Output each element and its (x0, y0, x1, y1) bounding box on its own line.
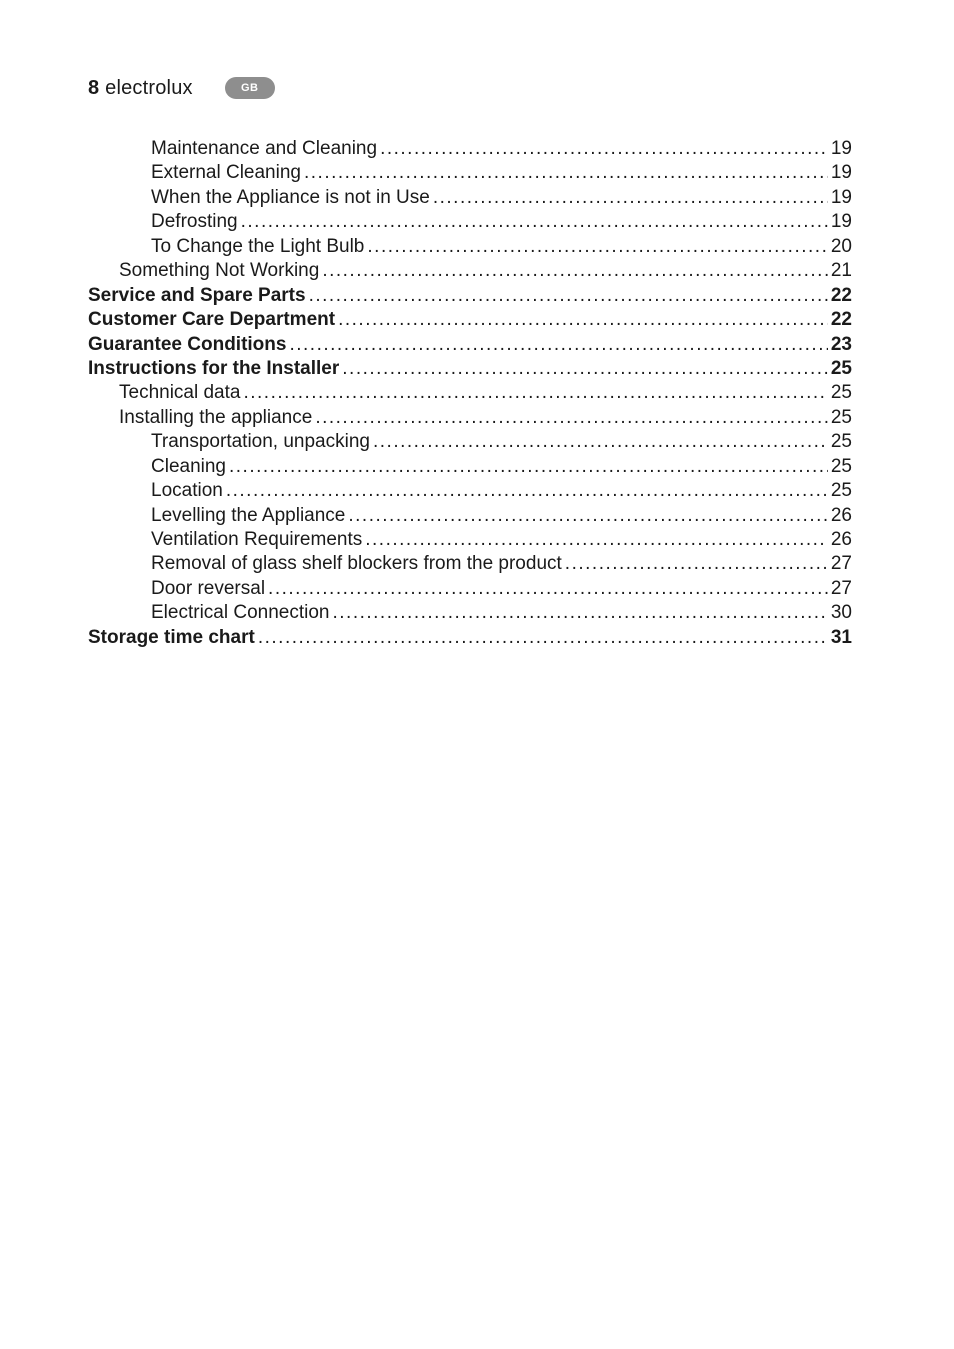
toc-entry-page: 20 (830, 235, 852, 257)
toc-entry-page: 26 (830, 504, 852, 526)
toc-entry-page: 25 (830, 431, 852, 453)
toc-entry-title: Installing the appliance (119, 406, 313, 428)
toc-entry (88, 406, 852, 430)
toc-entry-title: When the Appliance is not in Use (151, 186, 430, 208)
toc-entry-title: To Change the Light Bulb (151, 235, 365, 257)
toc-entry-page: 25 (830, 480, 852, 502)
toc-dot-leader (338, 308, 828, 332)
toc-entry (88, 137, 852, 161)
toc-entry (88, 626, 852, 650)
toc-entry (88, 259, 852, 283)
toc-entry (88, 381, 852, 405)
toc-dot-leader (309, 284, 828, 308)
toc-entry (88, 455, 852, 479)
toc-entry-page: 19 (830, 186, 852, 208)
toc-entry-title: Electrical Connection (151, 602, 330, 624)
toc-dot-leader (258, 626, 828, 650)
toc-entry-title: Location (151, 480, 223, 502)
toc-entry-title: Door reversal (151, 577, 266, 599)
toc-entry-title: Maintenance and Cleaning (151, 138, 378, 159)
page-number: 8 (88, 76, 100, 99)
toc-entry-page: 22 (830, 284, 852, 306)
toc-entry (88, 210, 852, 234)
toc-dot-leader (373, 430, 828, 454)
toc-dot-leader (348, 504, 827, 528)
toc-entry (88, 333, 852, 357)
toc-dot-leader (365, 528, 828, 552)
toc-entry-page: 30 (830, 602, 852, 624)
toc-entry-page: 19 (830, 162, 852, 184)
toc-entry-page: 26 (830, 529, 852, 550)
page-header (88, 74, 275, 102)
toc-entry (88, 186, 852, 210)
brand-name: electrolux (105, 76, 193, 99)
toc-entry (88, 235, 852, 259)
toc-dot-leader (342, 357, 828, 381)
toc-entry-page: 25 (830, 406, 852, 428)
toc-entry-title: External Cleaning (151, 162, 301, 184)
toc-dot-leader (322, 259, 828, 283)
toc-entry (88, 577, 852, 601)
toc-entry (88, 528, 852, 552)
toc-dot-leader (565, 552, 828, 576)
toc-entry (88, 479, 852, 503)
toc-entry-page: 25 (830, 455, 852, 477)
toc-dot-leader (367, 235, 827, 259)
toc-dot-leader (241, 210, 828, 234)
toc-entry-page: 27 (830, 553, 852, 575)
toc-dot-leader (229, 455, 828, 479)
toc-entry-page: 21 (830, 260, 852, 282)
toc-entry-page: 19 (830, 211, 852, 233)
table-of-contents (88, 137, 852, 650)
toc-entry-title: Transportation, unpacking (151, 431, 370, 453)
toc-entry (88, 430, 852, 454)
language-badge: GB (225, 77, 275, 99)
toc-entry-title: Levelling the Appliance (151, 504, 346, 526)
toc-entry-title: Removal of glass shelf blockers from the product (151, 553, 562, 575)
toc-entry-title: Cleaning (151, 455, 226, 477)
toc-entry-title: Ventilation Requirements (151, 529, 363, 550)
toc-entry (88, 357, 852, 381)
toc-entry (88, 308, 852, 332)
toc-dot-leader (304, 161, 828, 185)
toc-entry-title: Defrosting (151, 211, 238, 233)
toc-dot-leader (315, 406, 828, 430)
toc-entry (88, 284, 852, 308)
toc-entry-title: Technical data (119, 382, 241, 404)
toc-entry-title: Instructions for the Installer (88, 357, 340, 379)
toc-entry (88, 601, 852, 625)
toc-entry-page: 19 (830, 138, 852, 159)
toc-dot-leader (289, 333, 827, 357)
toc-dot-leader (226, 479, 828, 503)
toc-dot-leader (243, 381, 827, 405)
toc-entry-title: Storage time chart (88, 626, 255, 648)
toc-entry (88, 161, 852, 185)
toc-entry (88, 552, 852, 576)
toc-entry-title: Guarantee Conditions (88, 333, 287, 355)
toc-entry-page: 23 (830, 333, 852, 355)
toc-dot-leader (380, 137, 828, 161)
toc-entry-page: 25 (830, 382, 852, 404)
toc-entry-page: 25 (830, 357, 852, 379)
toc-dot-leader (332, 601, 827, 625)
toc-dot-leader (268, 577, 828, 601)
toc-entry-page: 22 (830, 309, 852, 331)
toc-entry-title: Service and Spare Parts (88, 284, 306, 306)
toc-entry-page: 31 (830, 626, 852, 648)
toc-entry-page: 27 (830, 577, 852, 599)
toc-entry-title: Customer Care Department (88, 309, 336, 331)
toc-dot-leader (433, 186, 828, 210)
toc-entry-title: Something Not Working (119, 260, 320, 282)
toc-entry (88, 504, 852, 528)
